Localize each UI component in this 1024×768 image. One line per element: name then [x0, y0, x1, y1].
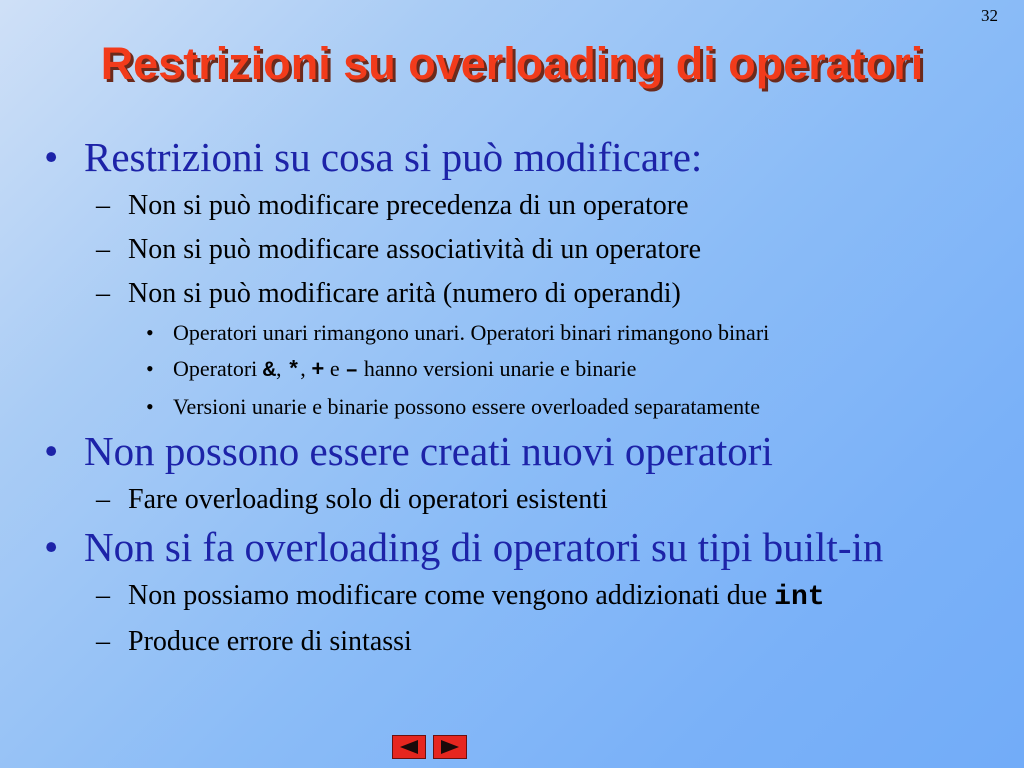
bullet-marker: • — [146, 320, 154, 345]
previous-slide-button[interactable] — [392, 735, 426, 759]
triangle-left-icon — [398, 739, 420, 755]
bullet-marker: • — [146, 394, 154, 419]
bullet-builtin-types — [0, 524, 1024, 570]
subsubitem-unary-binary — [0, 318, 1024, 348]
subitem-text: Non si può modificare arità (numero di operandi) — [128, 278, 681, 309]
bullet-text: Non possono essere creati nuovi operatori — [84, 428, 773, 474]
bullet-marker: • — [44, 524, 59, 570]
bullet-marker: • — [44, 428, 59, 474]
bullet-text: Non si fa overloading di operatori su tipi built-in — [84, 524, 884, 570]
subsubitem-operators-versions — [0, 354, 1024, 386]
subitem-arity — [0, 276, 1024, 312]
page-number: 32 — [981, 6, 998, 25]
subitem-associativity — [0, 232, 1024, 268]
dash-marker: – — [96, 484, 110, 515]
bullet-restrictions — [0, 134, 1024, 180]
dash-marker: – — [96, 190, 110, 221]
subsubitem-text: Versioni unarie e binarie possono essere overloaded separatamente — [173, 394, 761, 419]
bullet-text: Restrizioni su cosa si può modificare: — [84, 134, 703, 180]
bullet-no-new-operators — [0, 428, 1024, 474]
operator-minus: – — [345, 358, 359, 383]
subitem-syntax-error — [0, 624, 1024, 660]
subitem-text: Fare overloading solo di operatori esistenti — [128, 484, 608, 515]
dash-marker: – — [96, 234, 110, 265]
operator-plus: + — [311, 358, 325, 383]
slide-title: Restrizioni su overloading di operatori — [100, 38, 924, 89]
operator-asterisk: * — [287, 358, 301, 383]
dash-marker: – — [96, 626, 110, 657]
bullet-marker: • — [146, 356, 154, 381]
subsubitem-text: Operatori unari rimangono unari. Operatori binari rimangono binari — [173, 320, 770, 345]
subitem-existing-operators — [0, 482, 1024, 518]
subitem-int-addition — [0, 578, 1024, 616]
operator-ampersand: & — [262, 358, 276, 383]
subitem-text: Non si può modificare precedenza di un operatore — [128, 190, 689, 221]
separator: , — [300, 356, 312, 381]
subitem-text: Non si può modificare associatività di un operatore — [128, 234, 702, 265]
next-slide-button[interactable] — [433, 735, 467, 759]
subsubitem-separate-overload — [0, 392, 1024, 422]
subitem-text: Non possiamo modificare come vengono addizionati due — [128, 580, 775, 611]
subsubitem-suffix: hanno versioni unarie e binarie — [358, 356, 637, 381]
dash-marker: – — [96, 580, 110, 611]
subitem-text: Produce errore di sintassi — [128, 626, 412, 657]
subsubitem-prefix: Operatori — [173, 356, 263, 381]
separator: e — [324, 356, 346, 381]
code-int: int — [774, 582, 825, 613]
triangle-right-icon — [439, 739, 461, 755]
subitem-precedence — [0, 188, 1024, 224]
slide-content — [0, 128, 1024, 660]
slide-navigation — [392, 735, 467, 759]
bullet-marker: • — [44, 134, 59, 180]
separator: , — [276, 356, 287, 381]
dash-marker: – — [96, 278, 110, 309]
